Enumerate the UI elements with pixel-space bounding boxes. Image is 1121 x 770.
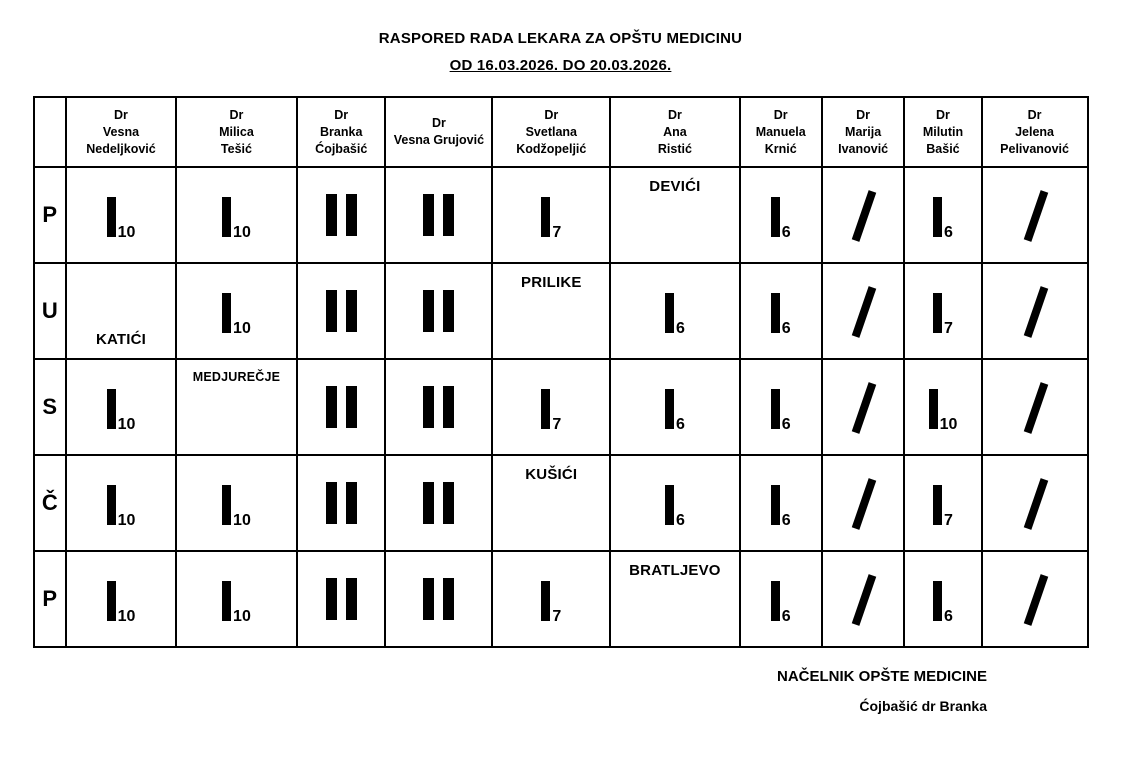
- doctor-header-8: [822, 97, 904, 167]
- shift-cell[interactable]: [822, 455, 904, 551]
- table-row: [34, 455, 1088, 551]
- shift-cell[interactable]: [740, 263, 822, 359]
- doctor-last-name: Nedeljković: [86, 141, 156, 156]
- shift-cell[interactable]: [297, 455, 386, 551]
- shift-bar-mark: [107, 389, 136, 433]
- shift-bar-mark: [933, 197, 953, 241]
- shift-hours-value: 6: [781, 224, 791, 241]
- shift-cell[interactable]: [297, 167, 386, 263]
- shift-hours-value: 10: [117, 224, 136, 241]
- double-bar-mark: [326, 482, 357, 524]
- shift-cell[interactable]: [176, 359, 297, 455]
- field-location-label: MEDJUREČJE: [192, 370, 281, 384]
- shift-cell[interactable]: [904, 359, 981, 455]
- shift-bar-mark: [771, 389, 791, 433]
- bar-glyph-icon: [541, 389, 550, 429]
- slash-mark-icon: [850, 384, 876, 430]
- shift-cell[interactable]: [904, 263, 981, 359]
- shift-bar-mark: [933, 581, 953, 625]
- double-bar-mark: [423, 482, 454, 524]
- bar-glyph-icon: [326, 290, 337, 332]
- doctor-prefix: Dr: [334, 107, 349, 122]
- shift-cell[interactable]: [740, 455, 822, 551]
- shift-hours-value: 10: [117, 512, 136, 529]
- shift-cell[interactable]: [385, 455, 492, 551]
- bar-glyph-icon: [665, 293, 674, 333]
- shift-hours-value: 7: [552, 416, 562, 433]
- shift-cell[interactable]: [904, 167, 981, 263]
- doctor-last-name: Kodžopeljić: [516, 141, 587, 156]
- doctor-first-name: Vesna Grujović: [393, 133, 485, 147]
- bar-glyph-icon: [929, 389, 938, 429]
- bar-glyph-icon: [346, 578, 357, 620]
- shift-cell[interactable]: [610, 263, 739, 359]
- shift-cell[interactable]: [66, 551, 176, 647]
- day-label-cell: P: [34, 551, 67, 647]
- shift-hours-value: 10: [233, 608, 251, 625]
- slash-mark-icon: [1022, 480, 1048, 526]
- slash-mark-icon: [1022, 192, 1048, 238]
- shift-cell[interactable]: [385, 167, 492, 263]
- doctor-last-name: Ristić: [657, 141, 692, 156]
- double-bar-mark: [326, 290, 357, 332]
- bar-glyph-icon: [443, 578, 454, 620]
- shift-cell[interactable]: [385, 263, 492, 359]
- slash-mark-icon: [850, 288, 876, 334]
- shift-cell[interactable]: [176, 551, 297, 647]
- page-title: RASPORED RADA LEKARA ZA OPŠTU MEDICINU: [378, 30, 743, 47]
- field-location-label: DEVIĆI: [649, 178, 701, 195]
- table-row: [34, 551, 1088, 647]
- shift-cell[interactable]: [822, 359, 904, 455]
- bar-glyph-icon: [107, 485, 116, 525]
- shift-cell[interactable]: [822, 263, 904, 359]
- bar-glyph-icon: [107, 581, 116, 621]
- slash-mark-icon: [850, 576, 876, 622]
- bar-glyph-icon: [423, 290, 434, 332]
- shift-bar-mark: [771, 485, 791, 529]
- shift-hours-value: 10: [233, 320, 251, 337]
- bar-glyph-icon: [443, 194, 454, 236]
- doctor-last-name: Ivanović: [838, 141, 889, 156]
- table-row: [34, 359, 1088, 455]
- shift-cell[interactable]: [297, 359, 386, 455]
- shift-cell[interactable]: [492, 263, 610, 359]
- signature-block: [0, 668, 1121, 714]
- bar-glyph-icon: [222, 581, 231, 621]
- day-label-cell: U: [34, 263, 67, 359]
- double-bar-mark: [326, 194, 357, 236]
- bar-glyph-icon: [771, 581, 780, 621]
- shift-bar-mark: [933, 485, 953, 529]
- shift-cell[interactable]: [66, 359, 176, 455]
- bar-glyph-icon: [107, 389, 116, 429]
- field-location-label: BRATLJEVO: [629, 562, 721, 579]
- shift-cell[interactable]: [610, 551, 739, 647]
- bar-glyph-icon: [346, 194, 357, 236]
- shift-cell[interactable]: [610, 455, 739, 551]
- shift-bar-mark: [933, 293, 953, 337]
- doctor-prefix: Dr: [229, 107, 244, 122]
- shift-hours-value: 6: [675, 320, 685, 337]
- bar-glyph-icon: [326, 578, 337, 620]
- field-location-label: PRILIKE: [521, 274, 582, 291]
- shift-bar-mark: [107, 581, 136, 625]
- bar-glyph-icon: [933, 581, 942, 621]
- bar-glyph-icon: [326, 194, 337, 236]
- bar-glyph-icon: [443, 290, 454, 332]
- shift-hours-value: 10: [233, 512, 251, 529]
- shift-cell[interactable]: [492, 551, 610, 647]
- bar-glyph-icon: [423, 578, 434, 620]
- doctor-header-2: [176, 97, 297, 167]
- shift-hours-value: 6: [781, 416, 791, 433]
- shift-bar-mark: [771, 581, 791, 625]
- double-bar-mark: [423, 290, 454, 332]
- shift-cell[interactable]: [822, 167, 904, 263]
- doctor-prefix: Dr: [114, 107, 128, 122]
- bar-glyph-icon: [443, 386, 454, 428]
- shift-hours-value: 10: [117, 608, 136, 625]
- shift-hours-value: 6: [781, 608, 791, 625]
- schedule-table: [33, 96, 1089, 648]
- table-body: [34, 167, 1088, 647]
- table-head: [34, 97, 1088, 167]
- bar-glyph-icon: [346, 386, 357, 428]
- doctor-first-name: Milica: [219, 124, 254, 139]
- table-row: [34, 263, 1088, 359]
- shift-hours-value: 10: [117, 416, 136, 433]
- shift-hours-value: 6: [944, 608, 953, 625]
- corner-cell: [34, 97, 67, 167]
- double-bar-mark: [326, 578, 357, 620]
- shift-bar-mark: [665, 389, 685, 433]
- doctor-header-3: [297, 97, 386, 167]
- bar-glyph-icon: [665, 389, 674, 429]
- doctor-first-name: Vesna: [102, 124, 140, 139]
- shift-hours-value: 7: [944, 512, 953, 529]
- bar-glyph-icon: [423, 194, 434, 236]
- field-location-label: KUŠIĆI: [525, 466, 578, 483]
- shift-bar-mark: [541, 389, 562, 433]
- doctor-header-1: [66, 97, 176, 167]
- doctor-header-6: [610, 97, 739, 167]
- doctor-last-name: Pelivanović: [1000, 141, 1069, 156]
- bar-glyph-icon: [933, 485, 942, 525]
- double-bar-mark: [423, 194, 454, 236]
- doctor-first-name: Milutin: [922, 124, 964, 139]
- shift-hours-value: 7: [552, 224, 562, 241]
- doctor-header-9: [904, 97, 981, 167]
- bar-glyph-icon: [423, 482, 434, 524]
- shift-cell[interactable]: [66, 167, 176, 263]
- doctor-header-10: [982, 97, 1088, 167]
- bar-glyph-icon: [222, 293, 231, 333]
- doctor-first-name: Marija: [845, 124, 882, 139]
- doctor-prefix: Dr: [936, 107, 950, 122]
- bar-glyph-icon: [346, 482, 357, 524]
- double-bar-mark: [423, 578, 454, 620]
- day-label-cell: Č: [34, 455, 67, 551]
- bar-glyph-icon: [933, 197, 942, 237]
- shift-cell[interactable]: [740, 359, 822, 455]
- doctor-prefix: Dr: [773, 107, 788, 122]
- header-row: [34, 97, 1088, 167]
- signature-name: Ćojbašić dr Branka: [859, 698, 987, 714]
- shift-hours-value: 7: [552, 608, 562, 625]
- shift-cell[interactable]: [982, 551, 1088, 647]
- shift-cell[interactable]: [740, 551, 822, 647]
- doctor-last-name: Ćojbašić: [315, 141, 368, 156]
- shift-cell[interactable]: [385, 359, 492, 455]
- bar-glyph-icon: [346, 290, 357, 332]
- schedule-table-wrap: [33, 96, 1089, 648]
- shift-bar-mark: [665, 293, 685, 337]
- doctor-first-name: Jelena: [1015, 124, 1055, 139]
- signature-role: NAČELNIK OPŠTE MEDICINE: [776, 668, 987, 685]
- shift-cell[interactable]: [822, 551, 904, 647]
- double-bar-mark: [423, 386, 454, 428]
- bar-glyph-icon: [771, 485, 780, 525]
- day-label-cell: S: [34, 359, 67, 455]
- shift-bar-mark: [222, 485, 251, 529]
- shift-cell[interactable]: [904, 551, 981, 647]
- shift-cell[interactable]: [740, 167, 822, 263]
- slash-mark-icon: [1022, 576, 1048, 622]
- bar-glyph-icon: [541, 581, 550, 621]
- shift-bar-mark: [665, 485, 685, 529]
- bar-glyph-icon: [933, 293, 942, 333]
- shift-cell[interactable]: [492, 167, 610, 263]
- doctor-first-name: Manuela: [755, 124, 806, 139]
- slash-mark-icon: [1022, 384, 1048, 430]
- shift-bar-mark: [771, 197, 791, 241]
- shift-bar-mark: [541, 197, 562, 241]
- shift-cell[interactable]: [610, 359, 739, 455]
- doctor-last-name: Bašić: [926, 141, 960, 156]
- bar-glyph-icon: [222, 485, 231, 525]
- shift-cell[interactable]: [385, 551, 492, 647]
- shift-cell[interactable]: [904, 455, 981, 551]
- slash-mark-icon: [850, 192, 876, 238]
- doctor-prefix: Dr: [856, 107, 871, 122]
- shift-cell[interactable]: [66, 455, 176, 551]
- shift-cell[interactable]: [982, 167, 1088, 263]
- document-title-block: [0, 0, 1121, 74]
- shift-cell[interactable]: [176, 263, 297, 359]
- doctor-first-name: Ana: [663, 124, 687, 139]
- doctor-first-name: Svetlana: [525, 124, 577, 139]
- doctor-prefix: Dr: [1027, 107, 1042, 122]
- shift-hours-value: 6: [781, 320, 791, 337]
- doctor-prefix: Dr: [667, 107, 682, 122]
- shift-bar-mark: [107, 197, 136, 241]
- shift-hours-value: 6: [781, 512, 791, 529]
- doctor-header-7: [740, 97, 822, 167]
- bar-glyph-icon: [541, 197, 550, 237]
- shift-cell[interactable]: [176, 455, 297, 551]
- shift-bar-mark: [771, 293, 791, 337]
- shift-cell[interactable]: [982, 359, 1088, 455]
- shift-hours-value: 6: [675, 416, 685, 433]
- doctor-header-5: [492, 97, 610, 167]
- shift-bar-mark: [222, 581, 251, 625]
- shift-cell[interactable]: [610, 167, 739, 263]
- slash-mark-icon: [1022, 288, 1048, 334]
- shift-cell[interactable]: [66, 263, 176, 359]
- date-range-subtitle: OD 16.03.2026. DO 20.03.2026.: [449, 57, 672, 74]
- bar-glyph-icon: [326, 482, 337, 524]
- doctor-last-name: Krnić: [764, 141, 797, 156]
- shift-bar-mark: [929, 389, 958, 433]
- shift-cell[interactable]: [982, 455, 1088, 551]
- table-row: [34, 167, 1088, 263]
- shift-cell[interactable]: [982, 263, 1088, 359]
- doctor-last-name: Tešić: [220, 141, 252, 156]
- double-bar-mark: [326, 386, 357, 428]
- bar-glyph-icon: [771, 293, 780, 333]
- shift-hours-value: 6: [944, 224, 953, 241]
- slash-mark-icon: [850, 480, 876, 526]
- field-location-label: KATIĆI: [95, 331, 147, 348]
- doctor-header-4: [385, 97, 492, 167]
- bar-glyph-icon: [771, 389, 780, 429]
- shift-hours-value: 10: [939, 416, 958, 433]
- bar-glyph-icon: [222, 197, 231, 237]
- bar-glyph-icon: [771, 197, 780, 237]
- doctor-prefix: Dr: [431, 116, 446, 130]
- shift-cell[interactable]: [492, 359, 610, 455]
- bar-glyph-icon: [665, 485, 674, 525]
- bar-glyph-icon: [423, 386, 434, 428]
- shift-hours-value: 10: [233, 224, 251, 241]
- day-label-cell: P: [34, 167, 67, 263]
- shift-bar-mark: [222, 293, 251, 337]
- bar-glyph-icon: [443, 482, 454, 524]
- shift-bar-mark: [107, 485, 136, 529]
- shift-bar-mark: [541, 581, 562, 625]
- shift-bar-mark: [222, 197, 251, 241]
- bar-glyph-icon: [326, 386, 337, 428]
- shift-hours-value: 7: [944, 320, 953, 337]
- shift-hours-value: 6: [675, 512, 685, 529]
- shift-cell[interactable]: [492, 455, 610, 551]
- doctor-first-name: Branka: [320, 124, 363, 139]
- doctor-prefix: Dr: [544, 107, 559, 122]
- shift-cell[interactable]: [176, 167, 297, 263]
- shift-cell[interactable]: [297, 551, 386, 647]
- bar-glyph-icon: [107, 197, 116, 237]
- shift-cell[interactable]: [297, 263, 386, 359]
